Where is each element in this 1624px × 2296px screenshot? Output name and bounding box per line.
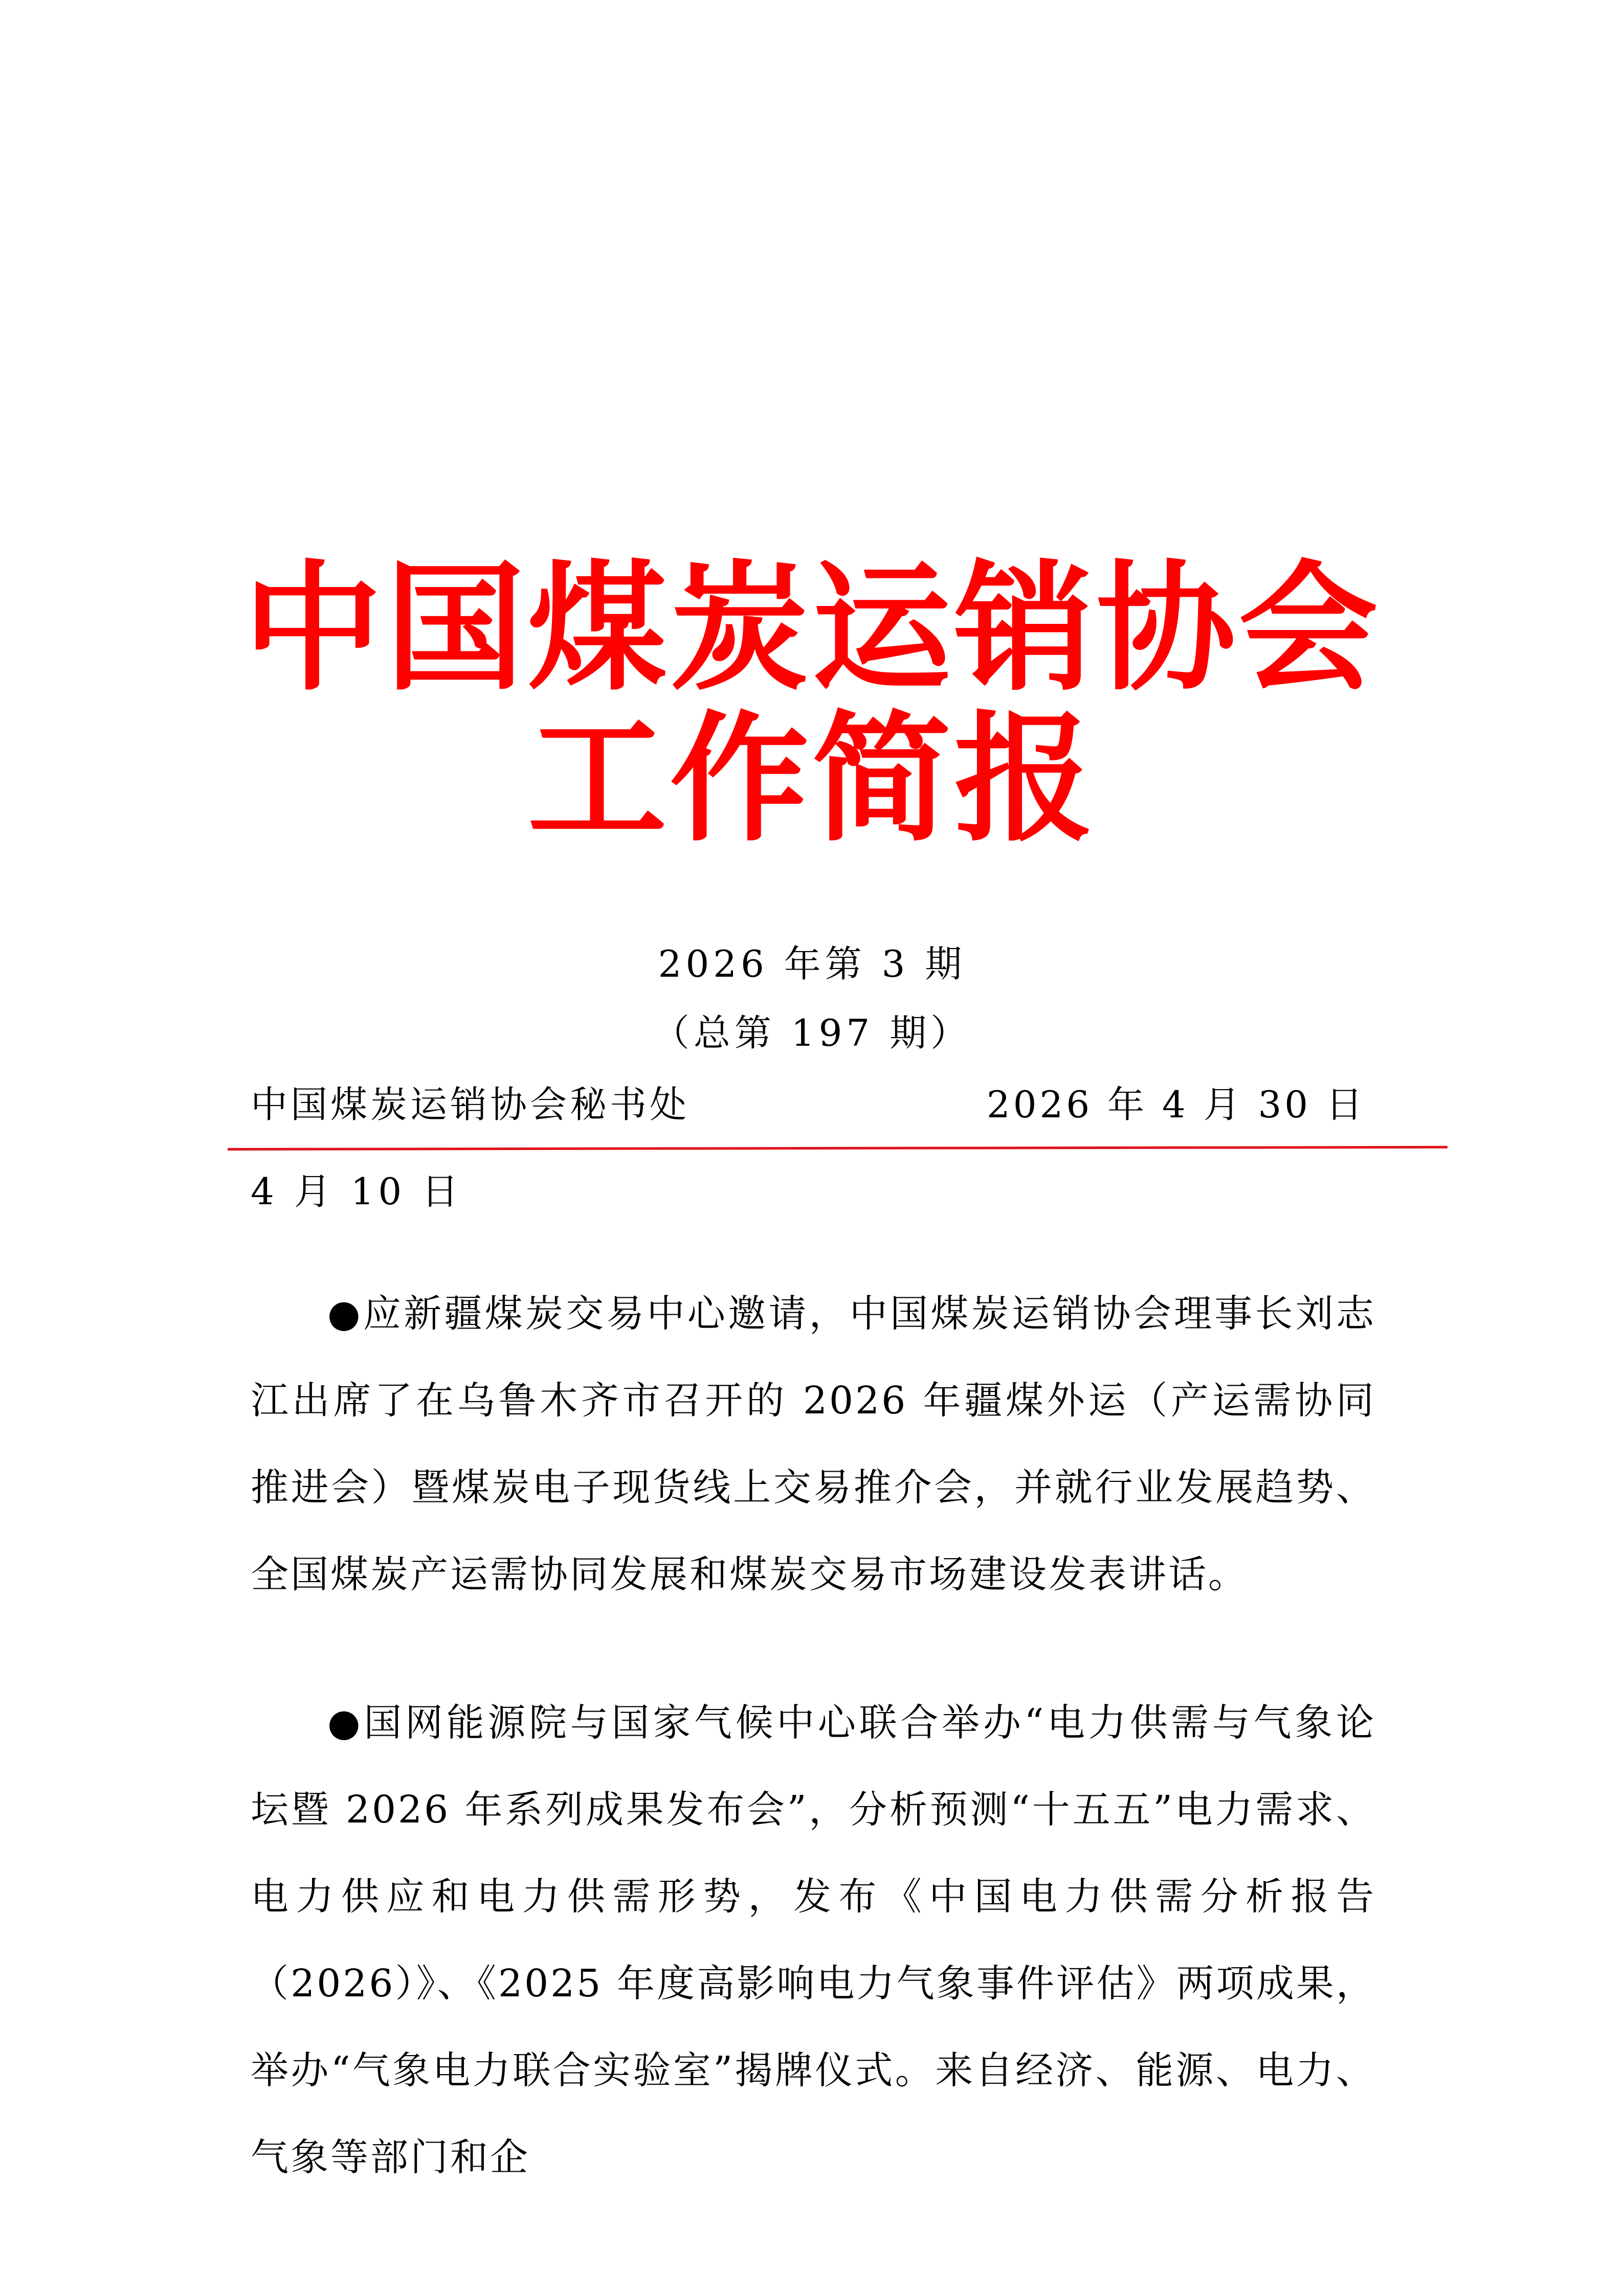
masthead-organization: 中国煤炭运销协会 [243, 548, 1381, 710]
issue-number: 2026 年第 3 期 [658, 942, 966, 985]
issue-date: 2026 年 4 月 30 日 [986, 1083, 1366, 1126]
red-divider-rule [228, 1146, 1448, 1151]
issuer-name: 中国煤炭运销协会秘书处 [251, 1083, 690, 1126]
section-date: 4 月 10 日 [251, 1170, 463, 1213]
issuer-date-row [251, 1079, 1366, 1130]
news-item-paragraph: ●应新疆煤炭交易中心邀请，中国煤炭运销协会理事长刘志江出席了在乌鲁木齐市召开的 2026 年疆煤外运（产运需协同推进会）暨煤炭电子现货线上交易推介会，并就行业发展趋势、全国煤炭产运需协同发展和煤炭交易市场建设发表讲话。 [251, 1292, 1376, 1596]
news-item-paragraph: ●国网能源院与国家气候中心联合举办“电力供需与气象论坛暨 2026 年系列成果发布会”，分析预测“十五五”电力需求、电力供应和电力供需形势，发布《中国电力供需分析报告（2026）》、《2025 年度高影响电力气象事件评估》两项成果，举办“气象电力联合实验室”揭牌仪式。来自经济、能源、电力、气象等部门和企 [251, 1701, 1376, 2179]
masthead-title: 工作简报 [527, 699, 1097, 861]
issue-total-number: （总第 197 期） [652, 1011, 972, 1054]
